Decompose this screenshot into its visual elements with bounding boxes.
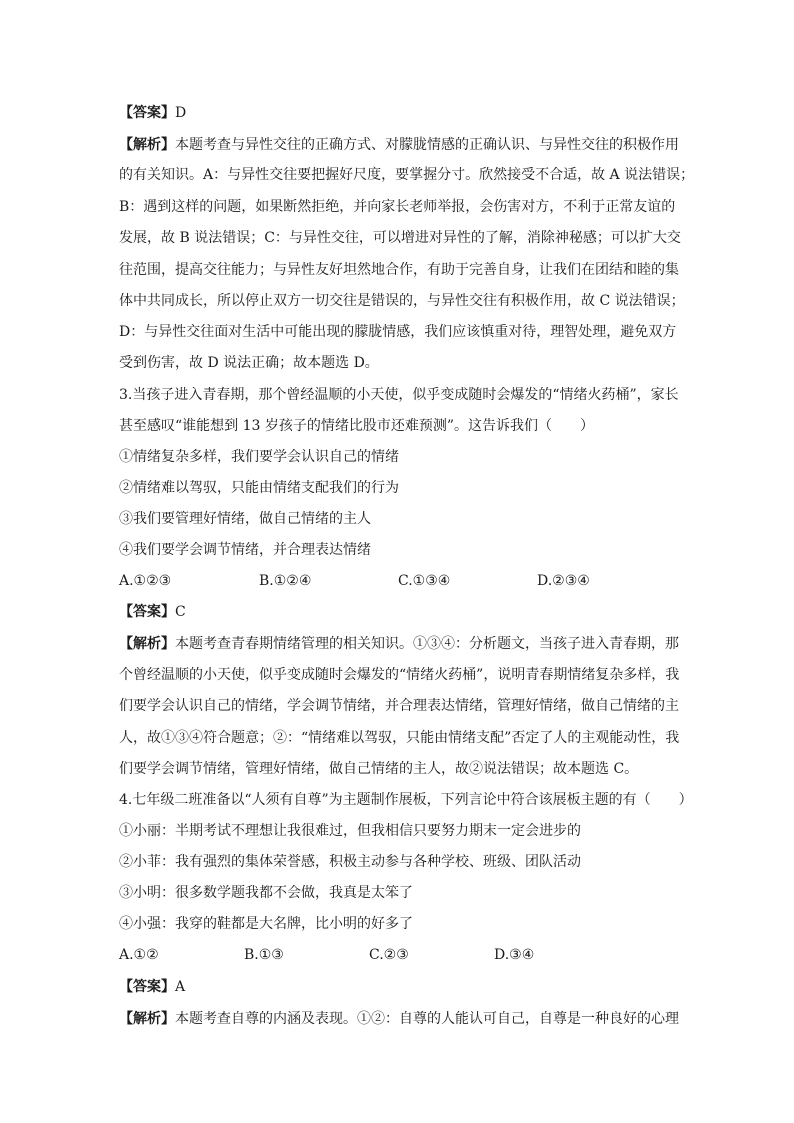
answer-line [119, 603, 679, 621]
analysis-line: 们要学会认识自己的情绪，学会调节情绪，并合理表达情绪，管理好情绪，做自己情绪的主 [119, 698, 679, 714]
answer-value: D [175, 105, 187, 121]
answer-tag: 【答案】 [119, 604, 175, 620]
option-d: D.②③④ [537, 573, 590, 589]
question-item: ②小菲：我有强烈的集体荣誉感，积极主动参与各种学校、班级、团队活动 [119, 854, 581, 870]
analysis-line: 受到伤害，故 D 说法正确；故本题选 D。 [119, 355, 379, 371]
analysis-line: B：遇到这样的问题，如果断然拒绝，并向家长老师举报，会伤害对方，不利于正常友谊的 [119, 199, 676, 215]
question-item: ②情绪难以驾驭，只能由情绪支配我们的行为 [119, 480, 399, 496]
answer-line [119, 978, 679, 996]
analysis-line [119, 635, 679, 653]
analysis-text: 本题考查自尊的内涵及表现。①②：自尊的人能认可自己，自尊是一种良好的心理 [175, 1011, 679, 1027]
option-a: A.①②③ [119, 573, 172, 589]
option-a: A.①② [119, 947, 159, 963]
question-item: ③我们要管理好情绪，做自己情绪的主人 [119, 511, 371, 527]
question-item: ④小强：我穿的鞋都是大名牌，比小明的好多了 [119, 916, 413, 932]
question-stem: 4.七年级二班准备以“人须有自尊”为主题制作展板，下列言论中符合该展板主题的有（ ） [119, 792, 693, 808]
option-b: B.①③ [244, 947, 284, 963]
analysis-line: 往范围，提高交往能力；与异性友好坦然地合作，有助于完善自身，让我们在团结和睦的集 [119, 262, 679, 278]
analysis-line: 发展，故 B 说法错误；C：与异性交往，可以增进对异性的了解，消除神秘感；可以扩大交 [119, 230, 681, 246]
option-c: C.②③ [369, 947, 409, 963]
question-stem: 3.当孩子进入青春期，那个曾经温顺的小天使，似乎变成随时会爆发的“情绪火药桶”，家长 [119, 387, 679, 403]
question-item: ③小明：很多数学题我都不会做，我真是太笨了 [119, 885, 413, 901]
option-c: C.①③④ [398, 573, 451, 589]
analysis-line: 人，故①③④符合题意；②：“情绪难以驾驭，只能由情绪支配”否定了人的主观能动性，我 [119, 730, 680, 746]
question-item: ④我们要学会调节情绪，并合理表达情绪 [119, 542, 371, 558]
answer-tag: 【答案】 [119, 105, 175, 121]
analysis-line: 体中共同成长，所以停止双方一切交往是错误的，与异性交往有积极作用，故 C 说法错误； [119, 293, 685, 309]
analysis-tag: 【解析】 [119, 636, 175, 652]
analysis-line [119, 1010, 679, 1028]
analysis-tag: 【解析】 [119, 1011, 175, 1027]
question-item: ①小丽：半期考试不理想让我很难过，但我相信只要努力期末一定会进步的 [119, 823, 581, 839]
option-b: B.①②④ [259, 573, 312, 589]
answer-tag: 【答案】 [119, 979, 175, 995]
question-item: ①情绪复杂多样，我们要学会认识自己的情绪 [119, 449, 399, 465]
option-d: D.③④ [494, 947, 535, 963]
answer-value: C [175, 604, 186, 620]
question-stem: 甚至感叹“谁能想到 13 岁孩子的情绪比股市还难预测”。这告诉我们（ ） [119, 418, 595, 434]
analysis-text: 本题考查与异性交往的正确方式、对朦胧情感的正确认识、与异性交往的积极作用 [175, 137, 679, 153]
analysis-line: 们要学会调节情绪，管理好情绪，做自己情绪的主人，故②说法错误；故本题选 C。 [119, 761, 639, 777]
answer-line [119, 104, 679, 122]
answer-value: A [175, 979, 186, 995]
analysis-tag: 【解析】 [119, 137, 175, 153]
analysis-line: 个曾经温顺的小天使，似乎变成随时会爆发的“情绪火药桶”，说明青春期情绪复杂多样，我 [119, 667, 680, 683]
analysis-text: 本题考查青春期情绪管理的相关知识。①③④：分析题文，当孩子进入青春期，那 [175, 636, 679, 652]
analysis-line [119, 136, 679, 154]
analysis-line: D：与异性交往面对生活中可能出现的朦胧情感，我们应该慎重对待，理智处理，避免双方 [119, 324, 677, 340]
analysis-line: 的有关知识。A：与异性交往要把握好尺度，要掌握分寸。欣然接受不合适，故 A 说法错误； [119, 167, 695, 183]
